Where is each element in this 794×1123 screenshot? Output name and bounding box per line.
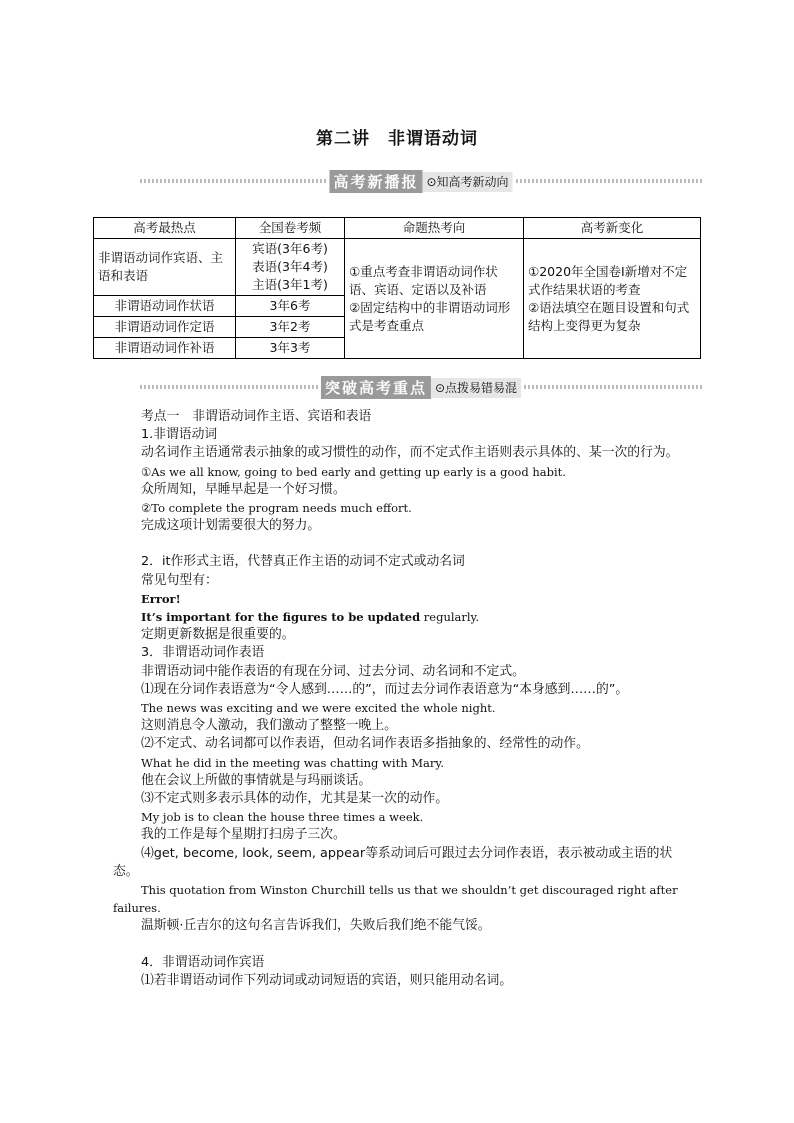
subsection-title: 1.非谓语动词 (141, 427, 218, 443)
subsection-title: 4．非谓语动词作宾语 (141, 954, 265, 970)
example-sentence: ②To complete the program needs much effort. (141, 501, 412, 516)
section-banner-focus (140, 376, 702, 398)
paragraph: ⑴现在分词作表语意为“令人感到……的”，而过去分词作表语意为“本身感到……的”。 (141, 681, 629, 697)
paragraph: ⑴若非谓语动词作下列动词或动词短语的宾语，则只能用动名词。 (141, 972, 513, 988)
paragraph: ⑶不定式则多表示具体的动作，尤其是某一次的动作。 (141, 791, 449, 807)
table-header: 全国卷考频 (236, 218, 345, 239)
exam-info-table (93, 217, 701, 359)
example-sentence: This quotation from Winston Churchill tells us that we shouldn’t get discouraged right after failures. (113, 883, 678, 916)
error-text: Error! (141, 591, 181, 606)
table-header: 高考新变化 (524, 218, 701, 239)
banner-subtitle: ⊙点拨易错易混 (431, 378, 521, 398)
banner-tag: 突破高考重点 (321, 376, 431, 399)
example-sentence: The news was exciting and we were excited the whole night. (141, 701, 496, 716)
table-cell-hot: 非谓语动词作宾语、主语和表语 (94, 239, 236, 296)
section-banner-news (140, 170, 702, 192)
paragraph: 动名词作主语通常表示抽象的或习惯性的动作，而不定式作主语则表示具体的、某一次的行为。 (141, 445, 679, 461)
example-translation: 他在会议上所做的事情就是与玛丽谈话。 (141, 772, 372, 788)
paragraph: 常见句型有： (141, 572, 218, 588)
section-heading: 考点一 非谓语动词作主语、宾语和表语 (141, 409, 372, 424)
subsection-title: 3．非谓语动词作表语 (141, 645, 265, 661)
table-header: 高考最热点 (94, 218, 236, 239)
example-translation: 众所周知，早睡早起是一个好习惯。 (141, 481, 346, 497)
banner-tag: 高考新播报 (329, 170, 422, 193)
banner-subtitle: ⊙知高考新动向 (422, 172, 512, 192)
table-cell-freq: 3年2考 (236, 317, 345, 338)
example-sentence: ①As we all know, going to bed early and getting up early is a good habit. (141, 464, 566, 479)
table-cell-hot: 非谓语动词作定语 (94, 317, 236, 338)
table-cell-freq: 宾语(3年6考) 表语(3年4考) 主语(3年1考) (236, 239, 345, 296)
example-sentence: What he did in the meeting was chatting with Mary. (141, 755, 445, 770)
example-sentence: It’s important for the figures to be updated regularly. (141, 610, 480, 625)
example-translation: 我的工作是每个星期打扫房子三次。 (141, 827, 346, 843)
table-cell-direction: ①重点考查非谓语动词作状语、宾语、定语以及补语 ②固定结构中的非谓语动词形式是考查重点 (345, 239, 524, 359)
table-header-row (94, 218, 701, 239)
paragraph: ⑷get, become, look, seem, appear等系动词后可跟过去分词作表语，表示被动或主语的状态。 (113, 845, 673, 879)
table-header: 命题热考向 (345, 218, 524, 239)
table-cell-hot: 非谓语动词作补语 (94, 338, 236, 359)
table-cell-freq: 3年3考 (236, 338, 345, 359)
table-cell-hot: 非谓语动词作状语 (94, 296, 236, 317)
subsection-title: 2．it作形式主语，代替真正作主语的动词不定式或动名词 (141, 554, 465, 570)
content-body (113, 408, 693, 990)
paragraph: 非谓语动词中能作表语的有现在分词、过去分词、动名词和不定式。 (141, 663, 525, 679)
example-sentence: My job is to clean the house three times a week. (141, 810, 424, 825)
page-title: 第二讲 非谓语动词 (316, 129, 478, 149)
table-row (94, 239, 701, 296)
example-translation: 完成这项计划需要很大的努力。 (141, 518, 321, 534)
example-translation: 定期更新数据是很重要的。 (141, 627, 295, 643)
table-cell-freq: 3年6考 (236, 296, 345, 317)
table-cell-change: ①2020年全国卷Ⅰ新增对不定式作结果状语的考查 ②语法填空在题目设置和句式结构上变得更为复杂 (524, 239, 701, 359)
paragraph: ⑵不定式、动名词都可以作表语，但动名词作表语多指抽象的、经常性的动作。 (141, 736, 589, 752)
example-translation: 温斯顿·丘吉尔的这句名言告诉我们，失败后我们绝不能气馁。 (141, 918, 491, 934)
example-translation: 这则消息令人激动，我们激动了整整一晚上。 (141, 718, 397, 734)
